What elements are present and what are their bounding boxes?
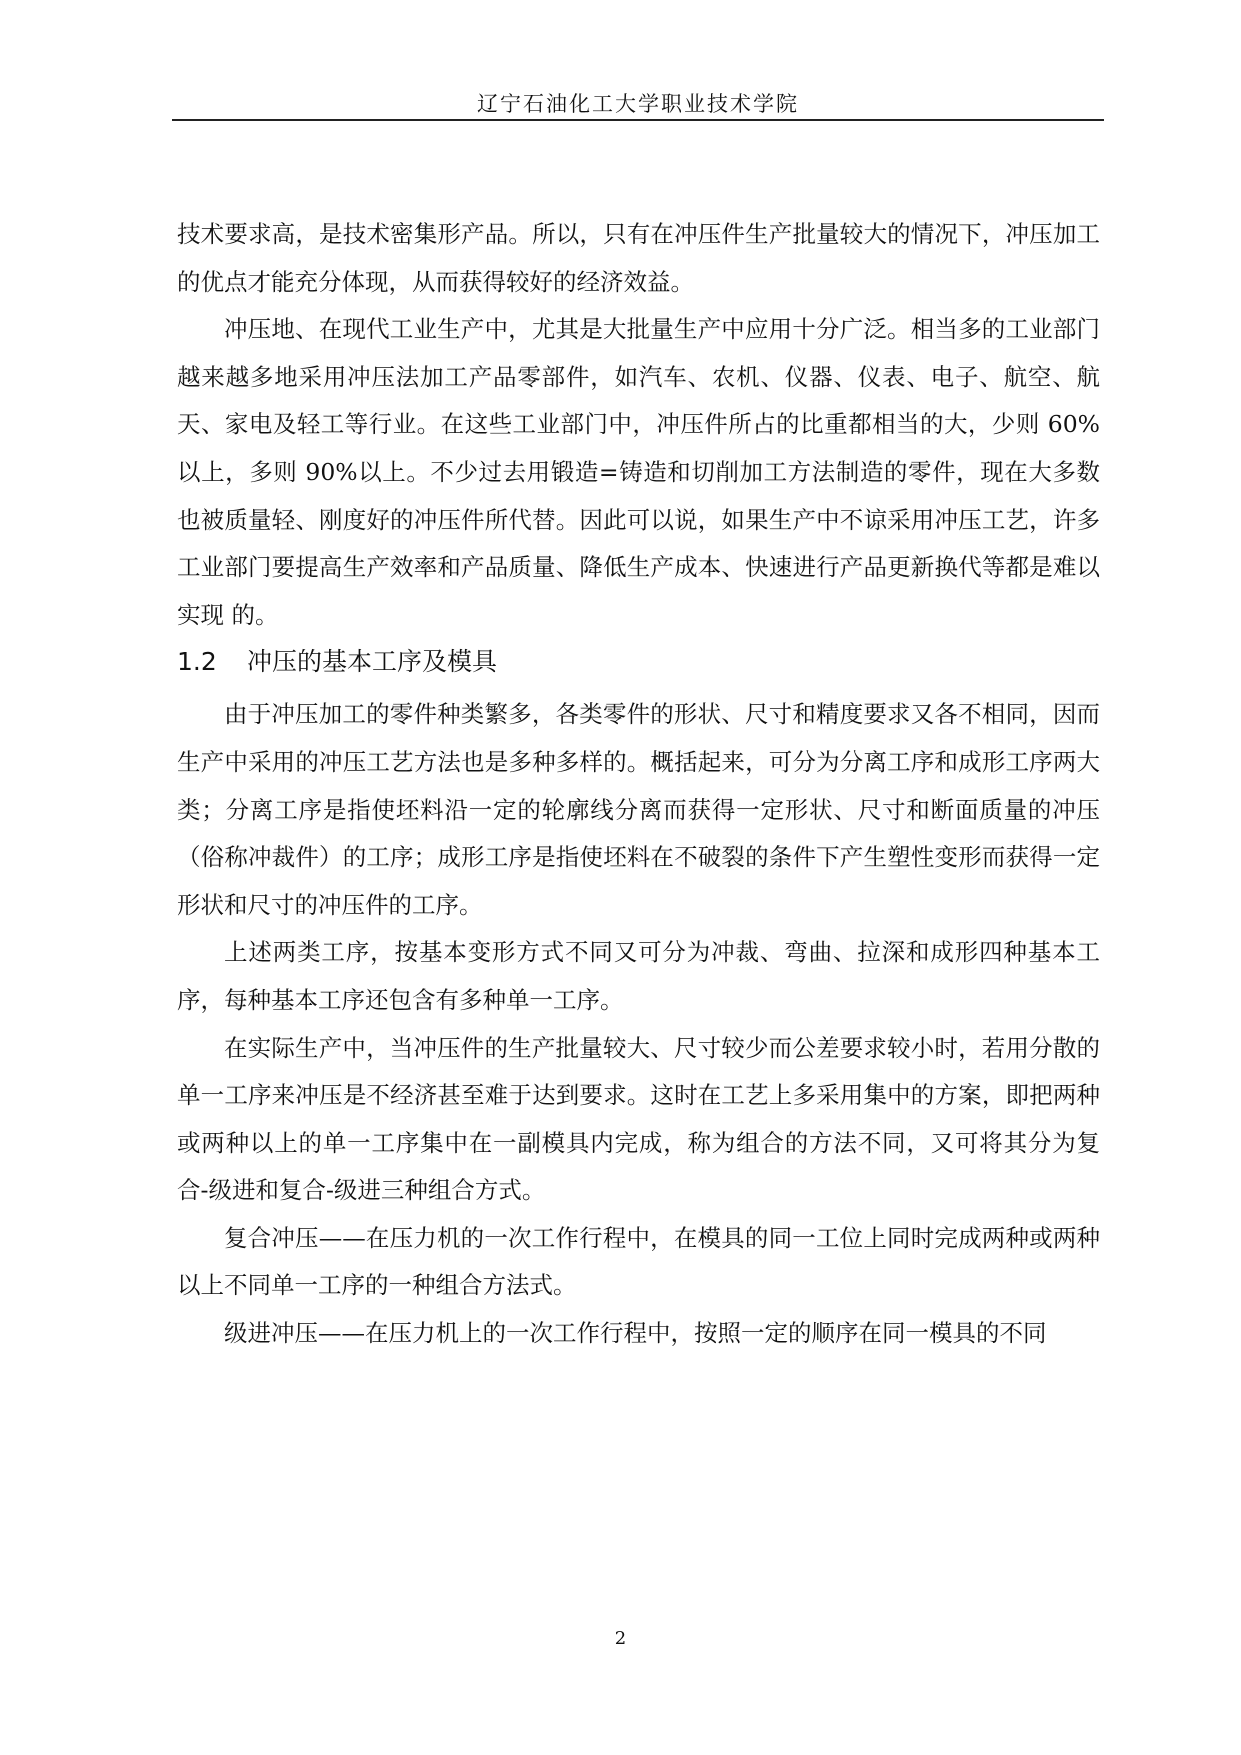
paragraph: 级进冲压——在压力机上的一次工作行程中，按照一定的顺序在同一模具的不同 [224, 1319, 1047, 1348]
paragraph: 技术要求高，是技术密集形产品。所以，只有在冲压件生产批量较大的情况下，冲压加工的优点才能充分体现，从而获得较好的经济效益。 [177, 220, 1100, 296]
section-heading [177, 642, 1100, 682]
body-text [177, 211, 1100, 1358]
paragraph: 由于冲压加工的零件种类繁多，各类零件的形状、尺寸和精度要求又各不相同，因而生产中采用的冲压工艺方法也是多种多样的。概括起来，可分为分离工序和成形工序两大类；分离工序是指使坯料沿一定的轮廓线分离而获得一定形状、尺寸和断面质量的冲压（俗称冲裁件）的工序；成形工序是指使坯料在不破裂的条件下产生塑性变形而获得一定形状和尺寸的冲压件的工序。 [177, 700, 1100, 919]
paragraph: 在实际生产中，当冲压件的生产批量较大、尺寸较少而公差要求较小时，若用分散的单一工序来冲压是不经济甚至难于达到要求。这时在工艺上多采用集中的方案，即把两种或两种以上的单一工序集中在一副模具内完成，称为组合的方法不同，又可将其分为复合-级进和复合-级进三种组合方式。 [177, 1033, 1100, 1205]
section-number: 1.2 [177, 647, 217, 677]
paragraph: 上述两类工序，按基本变形方式不同又可分为冲裁、弯曲、拉深和成形四种基本工序，每种基本工序还包含有多种单一工序。 [177, 938, 1100, 1014]
section-title: 冲压的基本工序及模具 [247, 647, 498, 677]
header-rule [172, 119, 1104, 121]
paragraph: 冲压地、在现代工业生产中，尤其是大批量生产中应用十分广泛。相当多的工业部门越来越多地采用冲压法加工产品零部件，如汽车、农机、仪器、仪表、电子、航空、航天、家电及轻工等行业。在这些工业部门中，冲压件所占的比重都相当的大，少则 60%以上，多则 90%以上。不少过去用锻造=铸造和切削加工方法制造的零件，现在大多数也被质量轻、刚度好的冲压件所代替。因此可以说，如果生产中不谅采用冲压工艺，许多工业部门要提高生产效率和产品质量、降低生产成本、快速进行产品更新换代等都是难以实现 的。 [177, 315, 1100, 629]
page-number: 2 [614, 1628, 627, 1649]
running-header: 辽宁石油化工大学职业技术学院 [477, 92, 799, 116]
paragraph: 复合冲压——在压力机的一次工作行程中，在模具的同一工位上同时完成两种或两种以上不同单一工序的一种组合方法式。 [177, 1223, 1100, 1300]
